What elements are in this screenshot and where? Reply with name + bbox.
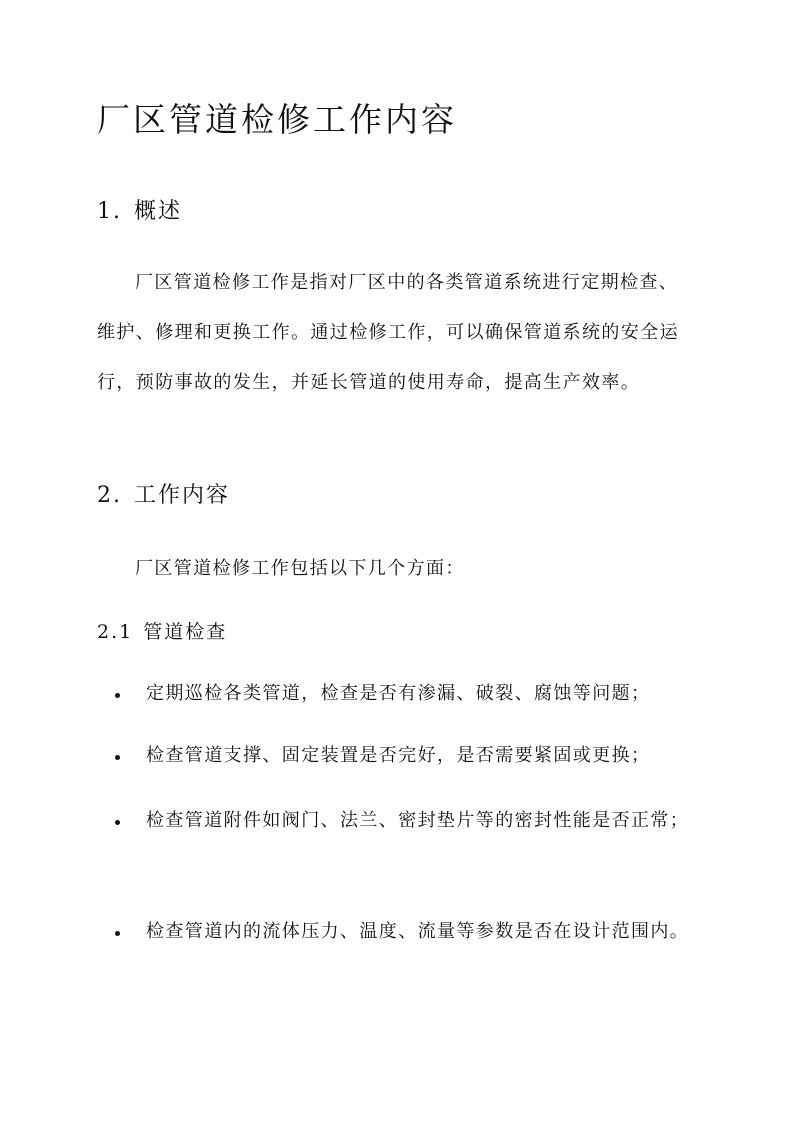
list-item-text: 定期巡检各类管道，检查是否有渗漏、破裂、腐蚀等问题； bbox=[146, 683, 651, 704]
subsection-2-1-number: 2.1 bbox=[97, 621, 134, 643]
section-2-intro: 厂区管道检修工作包括以下几个方面： bbox=[135, 558, 465, 579]
bullet-dot-icon bbox=[115, 693, 120, 698]
section-1-number: 1. bbox=[97, 199, 122, 224]
list-item-text: 检查管道内的流体压力、温度、流量等参数是否在设计范围内。 bbox=[146, 921, 690, 942]
section-2-title: 工作内容 bbox=[134, 483, 231, 508]
list-item-text: 检查管道附件如阀门、法兰、密封垫片等的密封性能是否正常； bbox=[146, 810, 690, 831]
section-1-heading bbox=[97, 196, 182, 228]
bullet-dot-icon bbox=[115, 931, 120, 936]
section-1-title: 概述 bbox=[134, 199, 183, 224]
document-title: 厂区管道检修工作内容 bbox=[97, 100, 457, 139]
section-2-number: 2. bbox=[97, 483, 122, 508]
subsection-2-1-heading bbox=[97, 618, 227, 646]
list-item-text: 检查管道支撑、固定装置是否完好，是否需要紧固或更换； bbox=[146, 745, 651, 766]
section-1-paragraph: 厂区管道检修工作是指对厂区中的各类管道系统进行定期检查、维护、修理和更换工作。通过检修工作，可以确保管道系统的安全运行，预防事故的发生，并延长管道的使用寿命，提高生产效率。 bbox=[97, 272, 679, 393]
section-2-heading bbox=[97, 480, 230, 512]
subsection-2-1-title: 管道检查 bbox=[143, 621, 228, 643]
bullet-dot-icon bbox=[115, 820, 120, 825]
bullet-dot-icon bbox=[115, 755, 120, 760]
